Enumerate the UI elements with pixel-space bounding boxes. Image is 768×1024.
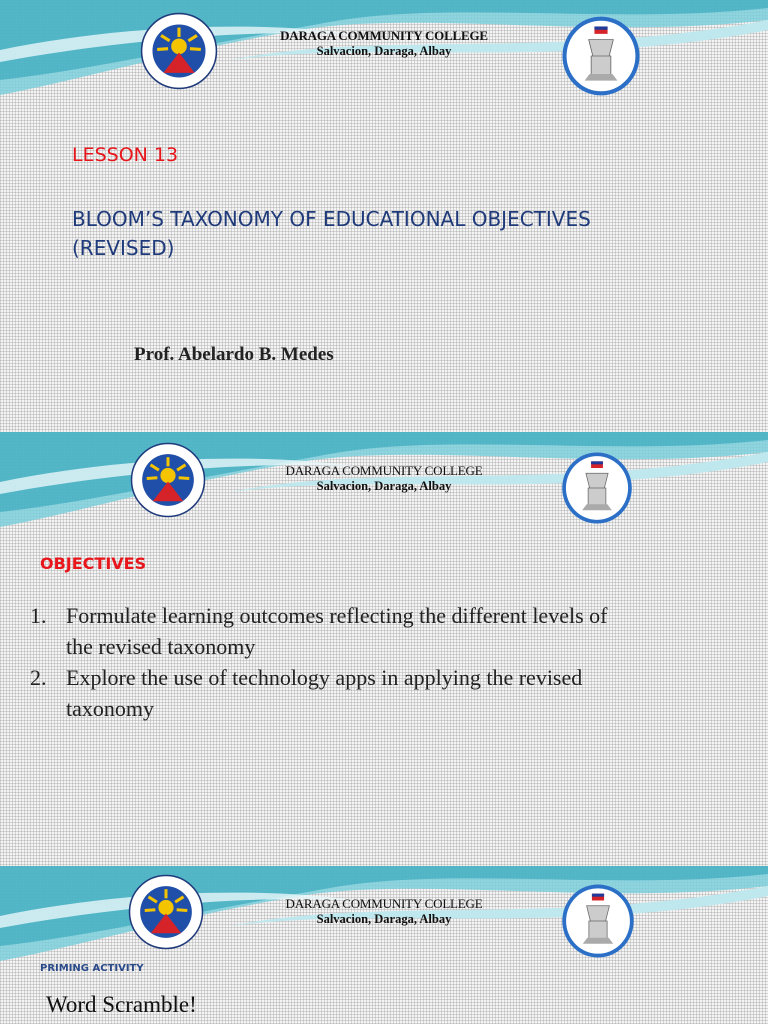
college-address: Salvacion, Daraga, Albay xyxy=(316,479,452,493)
item-text: Formulate learning outcomes reflecting the different levels of xyxy=(66,603,608,628)
objective-item xyxy=(30,662,607,724)
lesson-title xyxy=(72,205,591,263)
college-name: DARAGA COMMUNITY COLLEGE xyxy=(285,463,483,478)
item-text: Explore the use of technology apps in applying the revised xyxy=(66,665,583,690)
college-address: Salvacion, Daraga, Albay xyxy=(316,912,452,926)
college-address: Salvacion, Daraga, Albay xyxy=(316,44,452,58)
college-name: DARAGA COMMUNITY COLLEGE xyxy=(285,896,483,911)
dcc-seal-logo xyxy=(560,446,634,530)
item-number: 1. xyxy=(30,603,47,628)
slide-objectives xyxy=(0,432,768,866)
dcc-seal-logo xyxy=(560,878,636,964)
objectives-heading: OBJECTIVES xyxy=(40,554,147,573)
dcc-seal-logo xyxy=(560,10,642,102)
college-name: DARAGA COMMUNITY COLLEGE xyxy=(280,28,488,43)
lesson-title-line2: (REVISED) xyxy=(72,236,175,260)
slide-title xyxy=(0,0,768,432)
college-header xyxy=(0,28,768,59)
college-header xyxy=(0,463,768,494)
lesson-number: LESSON 13 xyxy=(72,144,179,166)
slide-priming-activity xyxy=(0,866,768,1024)
author: Prof. Abelardo B. Medes xyxy=(134,344,334,365)
college-header xyxy=(0,896,768,927)
priming-heading: PRIMING ACTIVITY xyxy=(40,963,144,974)
objectives-list xyxy=(30,600,607,724)
objective-item xyxy=(30,600,607,662)
item-text: the revised taxonomy xyxy=(66,634,256,659)
item-number: 2. xyxy=(30,665,47,690)
lesson-title-line1: BLOOM’S TAXONOMY OF EDUCATIONAL OBJECTIVES xyxy=(72,207,591,231)
activity-title: Word Scramble! xyxy=(46,992,197,1017)
item-text: taxonomy xyxy=(66,696,154,721)
